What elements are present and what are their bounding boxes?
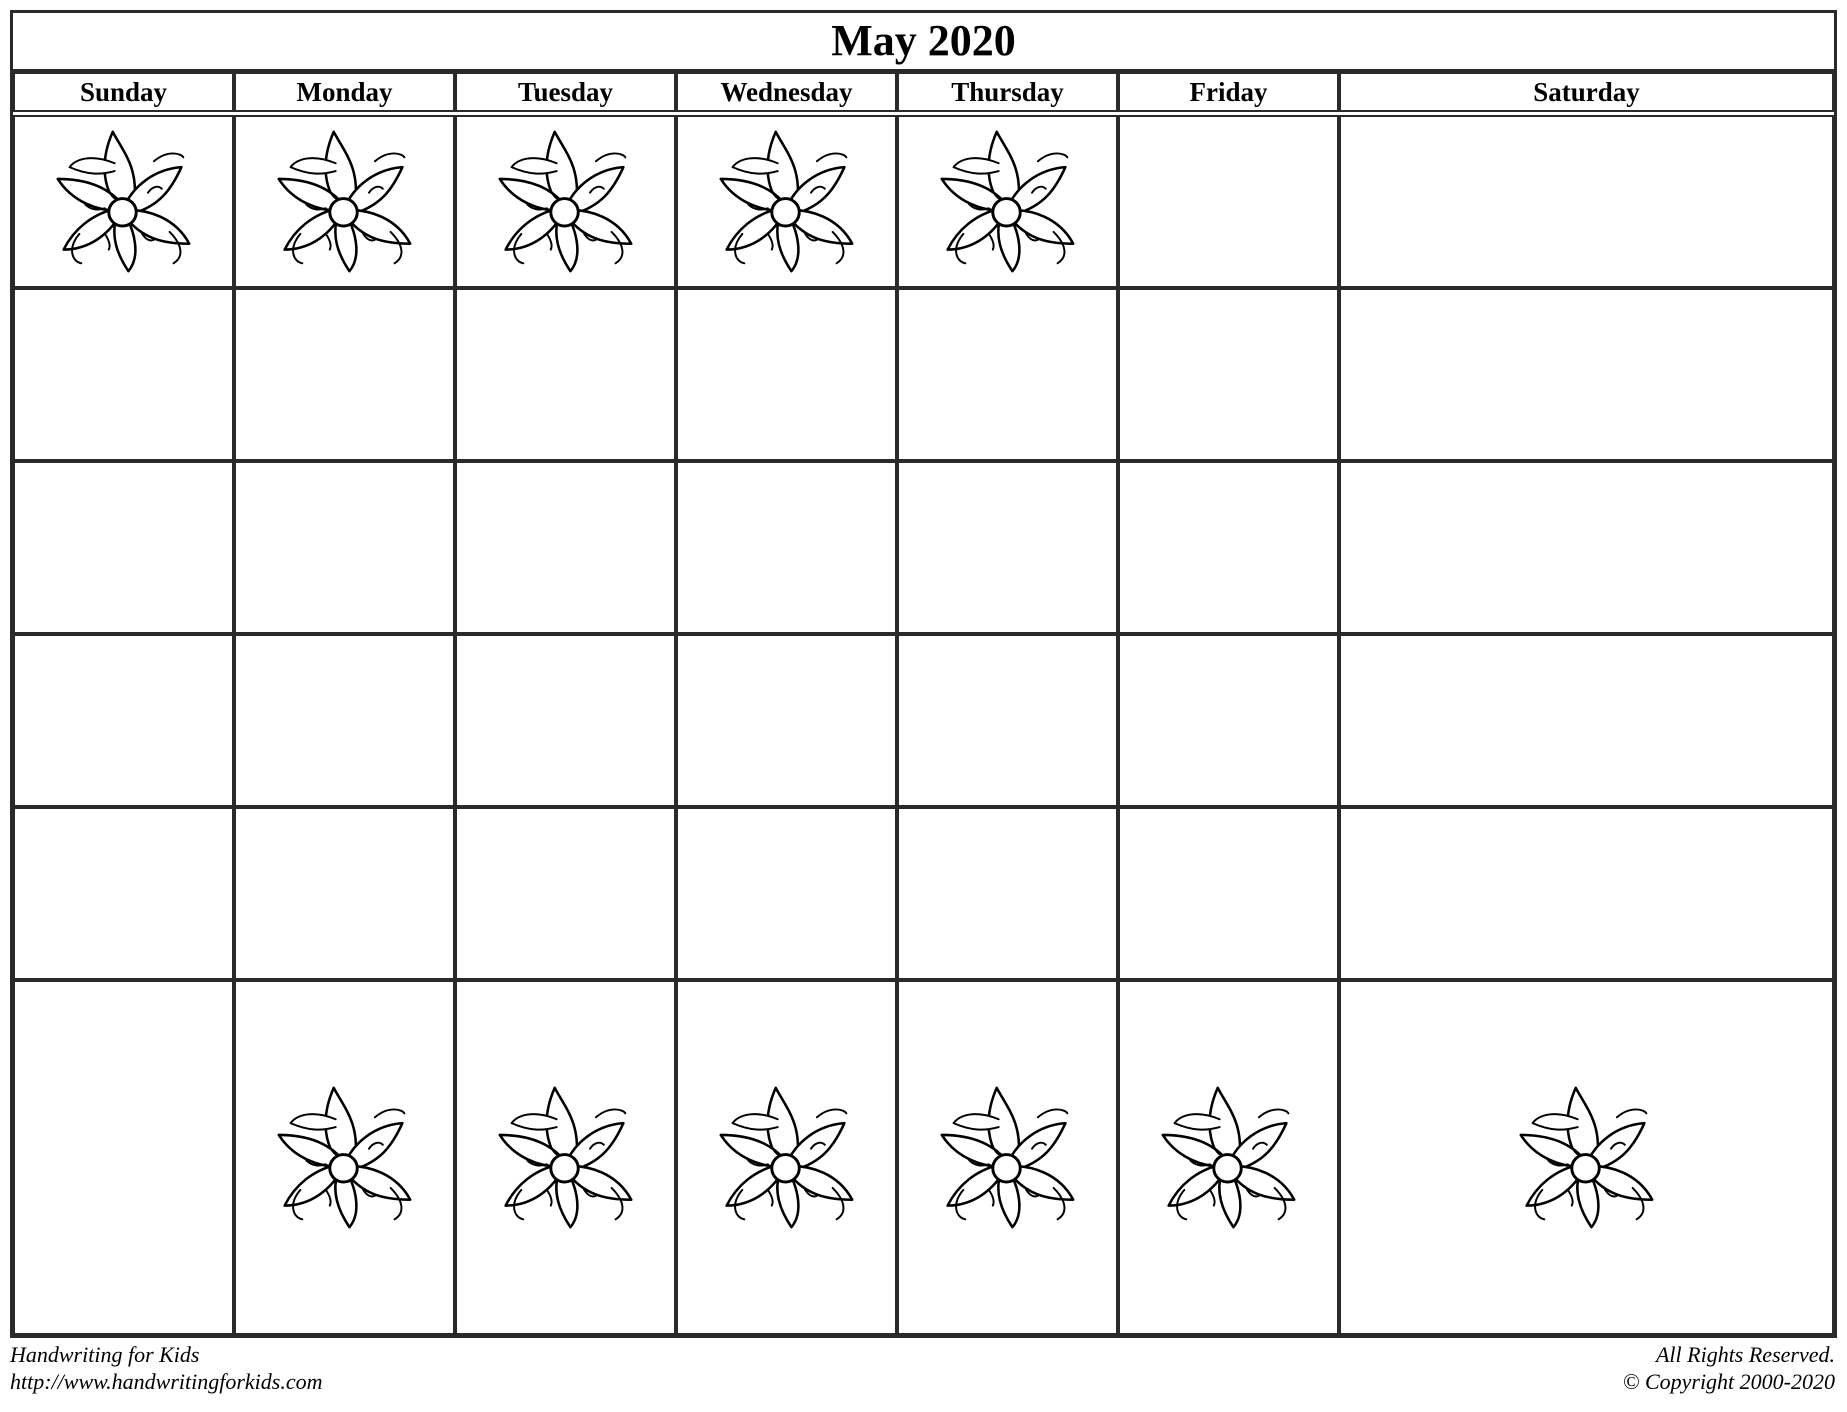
day-cell-week5-saturday <box>1339 807 1834 980</box>
weekday-tuesday: Tuesday <box>455 72 676 112</box>
day-cell-week1-thursday <box>897 115 1118 288</box>
day-cell-week5-thursday <box>897 807 1118 980</box>
weekday-friday: Friday <box>1118 72 1339 112</box>
day-cell-week3-monday <box>234 461 455 634</box>
calendar-title: May 2020 <box>13 13 1834 72</box>
day-cell-week2-tuesday <box>455 288 676 461</box>
weekday-thursday: Thursday <box>897 72 1118 112</box>
day-cell-week1-saturday <box>1339 115 1834 288</box>
day-cell-week2-wednesday <box>676 288 897 461</box>
day-cell-week6-sunday <box>13 980 234 1335</box>
day-cell-week3-thursday <box>897 461 1118 634</box>
footer-right <box>1623 1341 1835 1395</box>
day-cell-week4-wednesday <box>676 634 897 807</box>
day-cell-week3-tuesday <box>455 461 676 634</box>
day-cell-week6-wednesday <box>676 980 897 1335</box>
day-cell-week5-sunday <box>13 807 234 980</box>
footer-site-url[interactable]: http://www.handwritingforkids.com <box>10 1369 323 1394</box>
day-cell-week4-friday <box>1118 634 1339 807</box>
flower-icon <box>1156 1080 1301 1235</box>
footer-site-name: Handwriting for Kids <box>10 1342 200 1367</box>
day-cell-week6-monday <box>234 980 455 1335</box>
day-cell-week1-tuesday <box>455 115 676 288</box>
flower-icon <box>51 124 196 279</box>
footer-left <box>10 1341 323 1395</box>
weekday-header-row <box>13 72 1834 115</box>
flower-icon <box>1514 1080 1659 1235</box>
day-cell-week2-saturday <box>1339 288 1834 461</box>
day-cell-week5-wednesday <box>676 807 897 980</box>
weekday-monday: Monday <box>234 72 455 112</box>
footer-copyright: © Copyright 2000-2020 <box>1622 1369 1835 1394</box>
flower-icon <box>493 1080 638 1235</box>
day-cell-week6-saturday <box>1339 980 1834 1335</box>
day-cell-week3-friday <box>1118 461 1339 634</box>
flower-icon <box>272 1080 417 1235</box>
day-cell-week1-sunday <box>13 115 234 288</box>
flower-icon <box>272 124 417 279</box>
day-cell-week3-saturday <box>1339 461 1834 634</box>
day-cell-week6-thursday <box>897 980 1118 1335</box>
day-cell-week5-tuesday <box>455 807 676 980</box>
day-cell-week4-saturday <box>1339 634 1834 807</box>
weekday-saturday: Saturday <box>1339 72 1834 112</box>
day-cell-week3-wednesday <box>676 461 897 634</box>
day-cell-week1-wednesday <box>676 115 897 288</box>
day-cell-week4-sunday <box>13 634 234 807</box>
day-cell-week6-friday <box>1118 980 1339 1335</box>
day-cell-week2-friday <box>1118 288 1339 461</box>
weekday-wednesday: Wednesday <box>676 72 897 112</box>
day-cell-week2-thursday <box>897 288 1118 461</box>
flower-icon <box>935 124 1080 279</box>
day-cell-week2-monday <box>234 288 455 461</box>
flower-icon <box>714 1080 859 1235</box>
day-cell-week4-thursday <box>897 634 1118 807</box>
day-cell-week5-friday <box>1118 807 1339 980</box>
footer-rights: All Rights Reserved. <box>1655 1342 1835 1367</box>
flower-icon <box>493 124 638 279</box>
day-cell-week2-sunday <box>13 288 234 461</box>
day-cell-week5-monday <box>234 807 455 980</box>
flower-icon <box>714 124 859 279</box>
day-cell-week6-tuesday <box>455 980 676 1335</box>
calendar <box>10 10 1837 1338</box>
flower-icon <box>935 1080 1080 1235</box>
day-cell-week1-friday <box>1118 115 1339 288</box>
day-cell-week4-tuesday <box>455 634 676 807</box>
day-cell-week3-sunday <box>13 461 234 634</box>
day-cell-week1-monday <box>234 115 455 288</box>
weekday-sunday: Sunday <box>13 72 234 112</box>
day-cell-week4-monday <box>234 634 455 807</box>
